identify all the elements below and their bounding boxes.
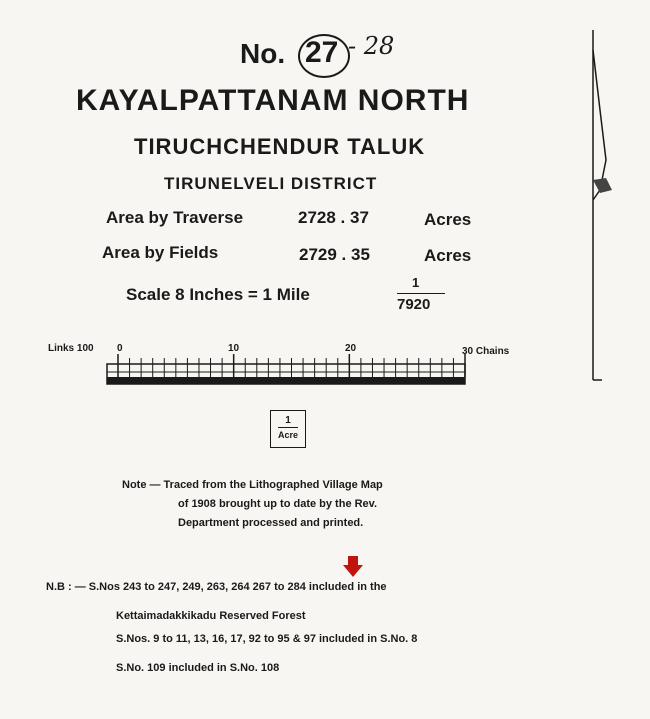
nb-line-4: S.No. 109 included in S.No. 108 xyxy=(116,662,280,674)
area-fields-value: 2729 . 35 xyxy=(299,245,370,264)
scale-bar-tick-20: 20 xyxy=(345,343,357,354)
area-traverse-label: Area by Traverse xyxy=(106,208,244,227)
acres-box-label: Acre xyxy=(277,430,298,440)
note-line-1: Note — Traced from the Lithographed Village Map xyxy=(122,479,383,491)
scale-bar-links-label: Links 100 xyxy=(48,343,94,354)
taluk-title: TIRUCHCHENDUR TALUK xyxy=(134,134,426,159)
scale-text: Scale 8 Inches = 1 Mile xyxy=(126,285,310,304)
scale-bar xyxy=(106,350,468,386)
scale-fraction-denominator: 7920 xyxy=(397,296,431,313)
margin-pin-line xyxy=(590,30,620,386)
scale-bar-tick-0: 0 xyxy=(117,343,123,354)
nb-line-3: S.Nos. 9 to 11, 13, 16, 17, 92 to 95 & 97 included in S.No. 8 xyxy=(116,633,418,645)
scale-bar-fill xyxy=(107,377,465,384)
area-fields-unit: Acres xyxy=(424,246,472,265)
area-fields-label: Area by Fields xyxy=(102,243,219,262)
scale-bar-ticks xyxy=(118,354,465,377)
note-line-3: Department processed and printed. xyxy=(178,517,364,529)
map-number: 27 xyxy=(305,36,339,69)
arrow-down-icon xyxy=(342,556,364,578)
acres-symbol-box xyxy=(270,410,306,448)
scale-bar-end-label: 30 Chains xyxy=(462,346,510,357)
nb-line-1: N.B : — S.Nos 243 to 247, 249, 263, 264 267 to 284 included in the xyxy=(46,581,387,593)
acres-box-number: 1 xyxy=(285,415,291,426)
area-traverse-unit: Acres xyxy=(424,210,472,229)
scale-bar-tick-10: 10 xyxy=(228,343,240,354)
map-number-label: No. xyxy=(240,38,286,69)
village-title: KAYALPATTANAM NORTH xyxy=(76,84,470,117)
acres-box-bar xyxy=(278,427,298,428)
scale-fraction-numerator: 1 xyxy=(412,275,420,290)
nb-line-2: Kettaimadakkikadu Reserved Forest xyxy=(116,610,306,622)
area-traverse-value: 2728 . 37 xyxy=(298,208,369,227)
handwritten-number: - 28 xyxy=(348,32,395,60)
district-title: TIRUNELVELI DISTRICT xyxy=(164,174,378,193)
scale-fraction-bar xyxy=(397,293,445,294)
note-line-2: of 1908 brought up to date by the Rev. xyxy=(178,498,378,510)
